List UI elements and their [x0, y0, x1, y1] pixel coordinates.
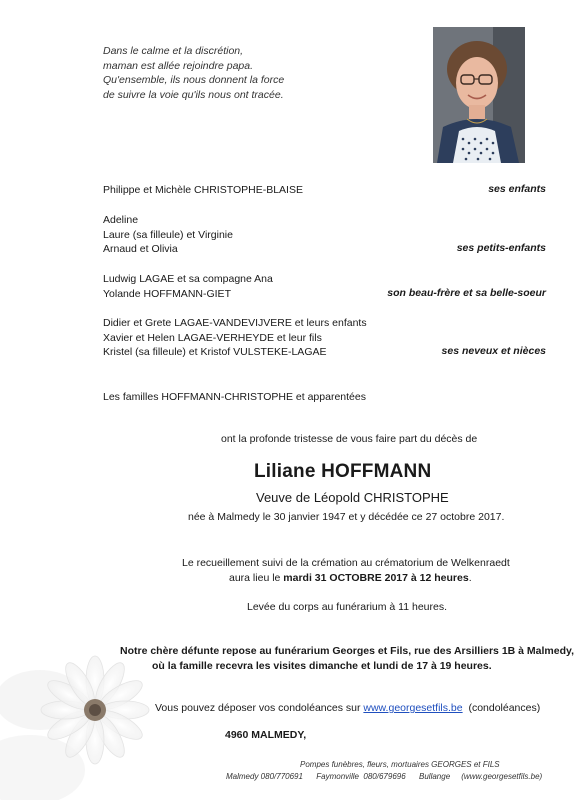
- children-relation: ses enfants: [488, 183, 546, 195]
- portrait-illustration: [433, 27, 525, 163]
- footer-line2: Malmedy 080/770691 Faymonville 080/679696 Bullange (www.georgesetfils.be): [226, 772, 543, 781]
- family-name: Yolande HOFFMANN-GIET: [103, 287, 231, 300]
- family-name: Arnaud et Olivia: [103, 243, 178, 255]
- family-name: Ludwig LAGAE et sa compagne Ana: [103, 273, 273, 285]
- ceremony-line1: Le recueillement suivi de la crémation au crématorium de Welkenraedt: [182, 557, 510, 569]
- widow-of: Veuve de Léopold CHRISTOPHE: [256, 490, 449, 505]
- footer-line1: Pompes funèbres, fleurs, mortuaires GEORGES et FILS: [300, 760, 500, 769]
- deceased-last-name: HOFFMANN: [321, 461, 432, 482]
- deceased-name: [254, 461, 431, 483]
- ceremony-line2: [229, 571, 472, 586]
- inlaws-names: [103, 272, 273, 301]
- poem-line: Dans le calme et la discrétion,: [103, 45, 244, 57]
- poem-line: de suivre la voie qu'ils nous ont tracée.: [103, 88, 284, 101]
- families-line: [103, 390, 366, 405]
- deceased-first-name: Liliane: [254, 461, 316, 482]
- rest-line1: Notre chère défunte repose au funérarium Georges et Fils, rue des Arsilliers 1B à Malmedy,: [120, 645, 574, 657]
- condolences-prefix: Vous pouvez déposer vos condoléances sur: [155, 702, 364, 714]
- nephews-names: [103, 316, 367, 360]
- family-name: Philippe et Michèle CHRISTOPHE-BLAISE: [103, 184, 303, 196]
- inlaws-relation: son beau-frère et sa belle-soeur: [387, 287, 546, 299]
- condolences-link[interactable]: www.georgesetfils.be: [363, 702, 463, 714]
- condolences-suffix: (condoléances): [462, 702, 541, 714]
- family-name: Kristel (sa filleule) et Kristof VULSTEKE-LAGAE: [103, 346, 327, 358]
- flower-decoration: [0, 640, 150, 800]
- poem-line: Qu'ensemble, ils nous donnent la force: [103, 74, 285, 86]
- family-name: Les familles HOFFMANN-CHRISTOPHE et apparentées: [103, 391, 366, 403]
- children-names: [103, 183, 303, 198]
- family-name: Laure (sa filleule) et Virginie: [103, 228, 233, 241]
- poem-line: maman est allée rejoindre papa.: [103, 59, 254, 72]
- flower-icon: [0, 640, 150, 800]
- grandchildren-names: [103, 213, 233, 257]
- ceremony-suffix: .: [468, 572, 472, 584]
- ceremony-date: mardi 31 OCTOBRE 2017 à 12 heures: [283, 572, 469, 584]
- rest-line2: où la famille recevra les visites dimanche et lundi de 17 à 19 heures.: [152, 660, 492, 672]
- portrait-photo: [433, 27, 525, 163]
- ceremony-prefix: aura lieu le: [229, 572, 284, 584]
- family-name: Didier et Grete LAGAE-VANDEVIJVERE et leurs enfants: [103, 317, 367, 329]
- address-line: 4960 MALMEDY,: [225, 729, 307, 741]
- family-name: Xavier et Helen LAGAE-VERHEYDE et leur fils: [103, 331, 322, 344]
- announcement: ont la profonde tristesse de vous faire part du décès de: [221, 433, 478, 445]
- family-name: Adeline: [103, 214, 139, 226]
- born-died: née à Malmedy le 30 janvier 1947 et y décédée ce 27 octobre 2017.: [188, 511, 505, 523]
- poem: [103, 44, 403, 102]
- nephews-relation: ses neveux et nièces: [441, 345, 546, 357]
- levee-line: Levée du corps au funérarium à 11 heures.: [247, 601, 448, 613]
- grandchildren-relation: ses petits-enfants: [456, 242, 546, 254]
- condolences-line: [155, 701, 540, 716]
